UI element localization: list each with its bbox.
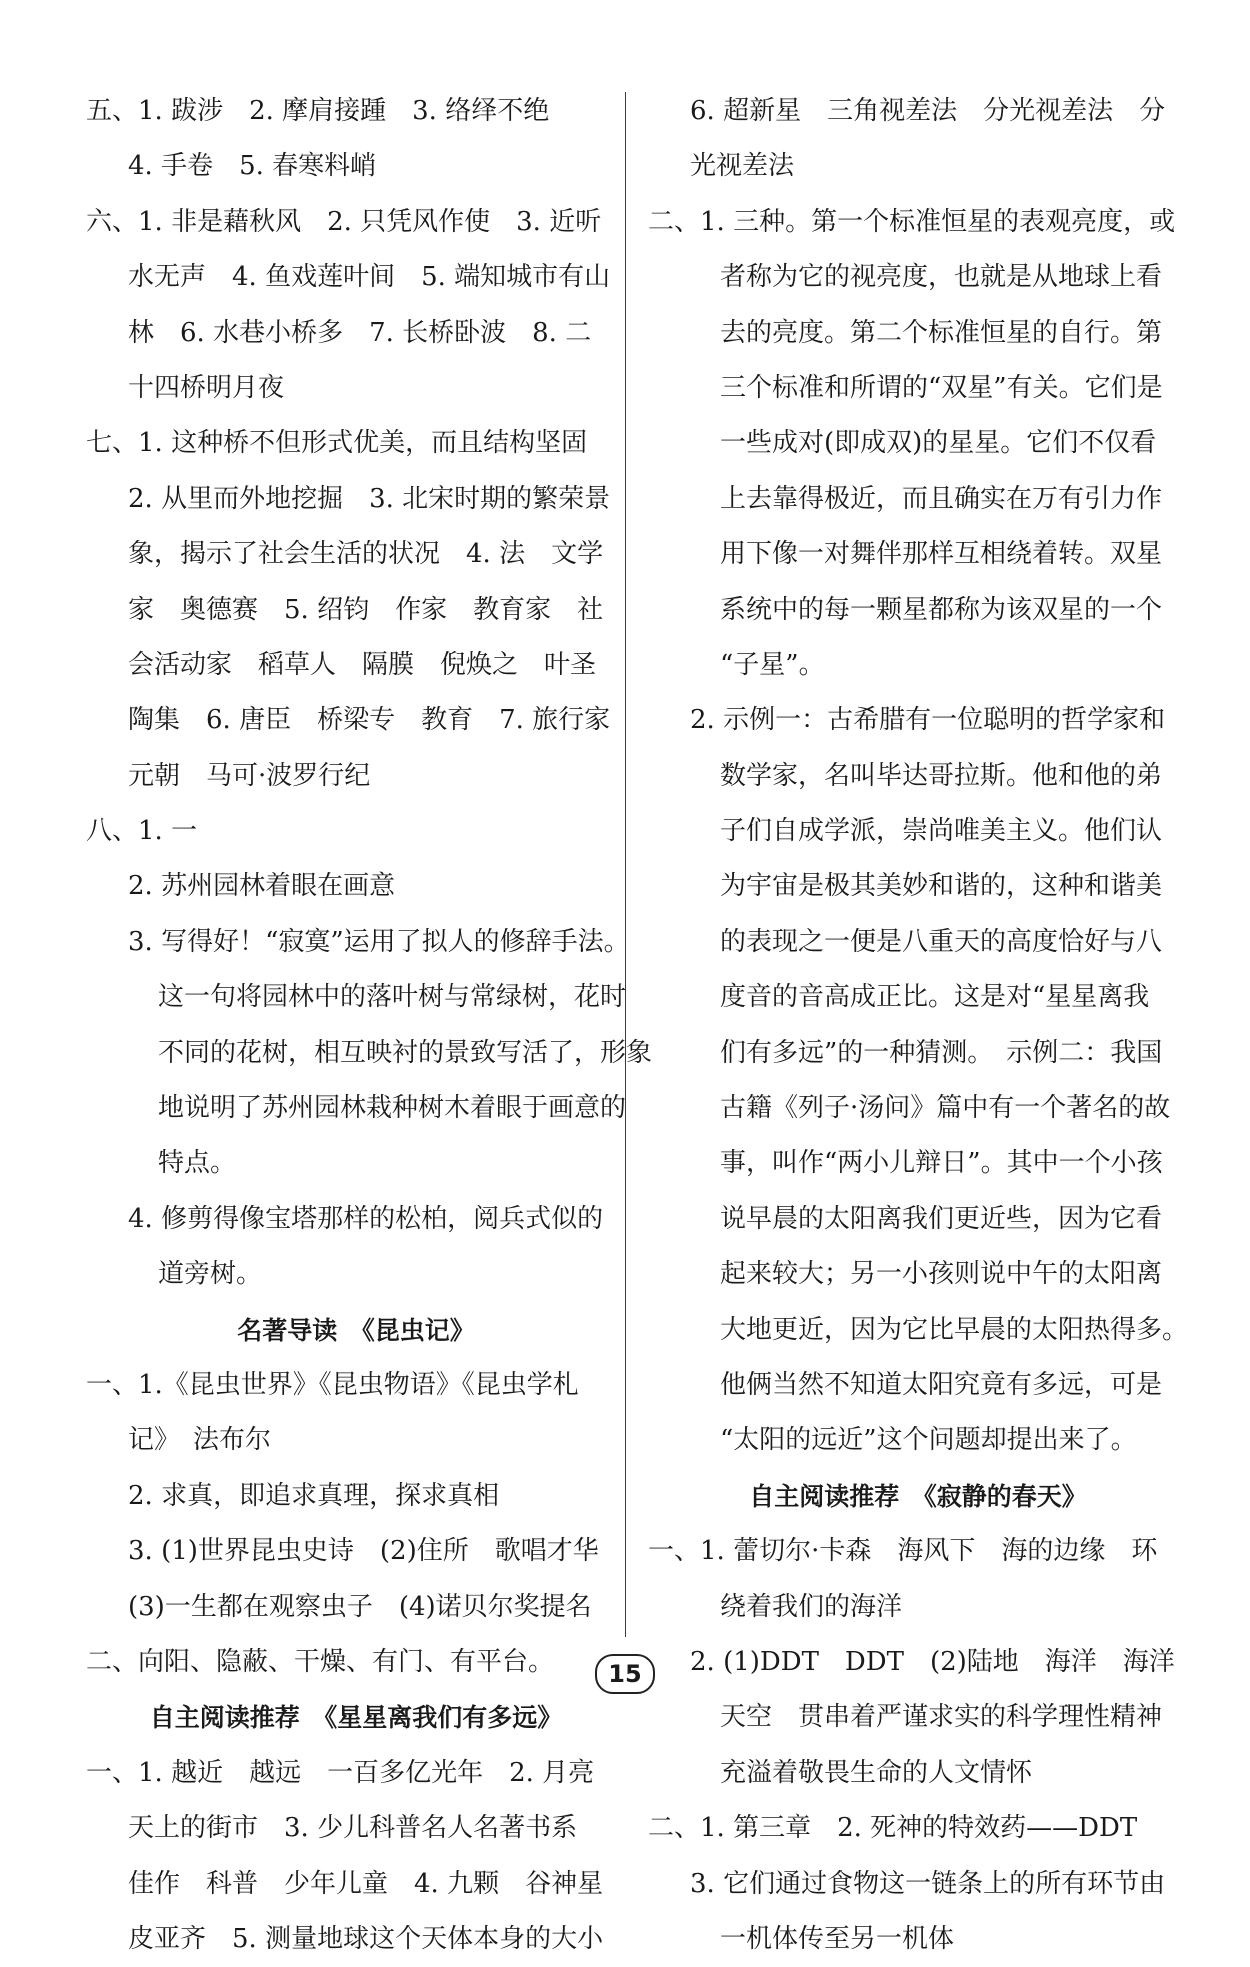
answer-line: 数学家，名叫毕达哥拉斯。他和他的弟 — [720, 760, 1163, 791]
answer-line: 一机体传至另一机体 — [720, 1923, 955, 1954]
answer-line: 三个标准和所谓的“双星”有关。它们是 — [720, 372, 1163, 403]
section-heading: 自主阅读推荐 《寂静的春天》 — [749, 1481, 1087, 1511]
answer-line: 会活动家 稻草人 隔膜 倪焕之 叶圣 — [128, 649, 597, 680]
answer-line: 他俩当然不知道太阳究竟有多远，可是 — [720, 1369, 1163, 1400]
answer-line: 4. 修剪得像宝塔那样的松柏，阅兵式似的 — [128, 1203, 604, 1234]
answer-line: 天空 贯串着严谨求实的科学理性精神 — [720, 1702, 1163, 1733]
answer-line: 2. 示例一：古希腊有一位聪明的哲学家和 — [690, 705, 1166, 736]
answer-line: 地说明了苏州园林栽种树木着眼于画意的 — [158, 1093, 627, 1124]
answer-line: 不同的花树，相互映衬的景致写活了，形象 — [158, 1037, 653, 1068]
answer-line: 天上的街市 3. 少儿科普名人名著书系 — [128, 1813, 578, 1844]
page-number: 15 — [595, 1654, 655, 1694]
answer-line: 一、1.《昆虫世界》《昆虫物语》《昆虫学札 — [86, 1369, 579, 1400]
answer-line: 十四桥明月夜 — [128, 372, 285, 403]
answer-line: 二、向阳、隐蔽、干燥、有门、有平台。 — [86, 1646, 555, 1677]
answer-line: 3. (1)世界昆虫史诗 (2)住所 歌唱才华 — [128, 1536, 599, 1567]
answer-line: 记》 法布尔 — [128, 1425, 272, 1456]
answer-line: 林 6. 水巷小桥多 7. 长桥卧波 8. 二 — [128, 317, 592, 348]
answer-line: 道旁树。 — [158, 1259, 263, 1290]
right-column — [648, 84, 1188, 1967]
answer-line: 一、1. 蕾切尔·卡森 海风下 海的边缘 环 — [648, 1536, 1158, 1567]
answer-line: “子星”。 — [720, 649, 825, 680]
answer-line: “太阳的远近”这个问题却提出来了。 — [720, 1425, 1137, 1456]
answer-line: 皮亚齐 5. 测量地球这个天体本身的大小 — [128, 1923, 604, 1954]
answer-line: 为宇宙是极其美妙和谐的，这种和谐美 — [720, 871, 1163, 902]
section-heading: 名著导读 《昆虫记》 — [237, 1315, 475, 1345]
answer-line: 一些成对(即成双)的星星。它们不仅看 — [720, 428, 1157, 459]
column-divider — [625, 92, 626, 1637]
answer-line: 八、1. 一 — [86, 816, 198, 847]
answer-line: 这一句将园林中的落叶树与常绿树，花时 — [158, 982, 627, 1013]
answer-line: 2. 从里而外地挖掘 3. 北宋时期的繁荣景 — [128, 483, 611, 514]
answer-line: 上去靠得极近，而且确实在万有引力作 — [720, 483, 1163, 514]
answer-line: 六、1. 非是藉秋风 2. 只凭风作使 3. 近听 — [86, 206, 602, 237]
answer-line: 度音的音高成正比。这是对“星星离我 — [720, 982, 1150, 1013]
answer-line: 二、1. 第三章 2. 死神的特效药——DDT — [648, 1813, 1138, 1844]
answer-line: 2. 求真，即追求真理，探求真相 — [128, 1480, 500, 1511]
answer-line: 家 奥德赛 5. 绍钧 作家 教育家 社 — [128, 594, 604, 625]
answer-line: 二、1. 三种。第一个标准恒星的表观亮度，或 — [648, 206, 1176, 237]
answer-line: 充溢着敬畏生命的人文情怀 — [720, 1757, 1033, 1788]
answer-line: 象，揭示了社会生活的状况 4. 法 文学 — [128, 539, 604, 570]
answer-line: 水无声 4. 鱼戏莲叶间 5. 端知城市有山 — [128, 262, 611, 293]
answer-line: 3. 写得好！“寂寞”运用了拟人的修辞手法。 — [128, 926, 630, 957]
answer-line: 五、1. 跋涉 2. 摩肩接踵 3. 络绎不绝 — [86, 96, 550, 126]
answer-line: 们有多远”的一种猜测。 示例二：我国 — [720, 1037, 1163, 1068]
answer-line: 2. (1)DDT DDT (2)陆地 海洋 海洋 — [690, 1646, 1175, 1677]
answer-line: 的表现之一便是八重天的高度恰好与八 — [720, 926, 1163, 957]
answer-line: 特点。 — [158, 1148, 237, 1179]
answer-line: 一、1. 越近 越远 一百多亿光年 2. 月亮 — [86, 1757, 595, 1788]
answer-line: 绕着我们的海洋 — [720, 1591, 903, 1622]
answer-line: 大地更近，因为它比早晨的太阳热得多。 — [720, 1314, 1189, 1345]
answer-line: 七、1. 这种桥不但形式优美，而且结构坚固 — [86, 428, 588, 459]
answer-line: 佳作 科普 少年儿童 4. 九颗 谷神星 — [128, 1868, 604, 1899]
answer-line: 系统中的每一颗星都称为该双星的一个 — [720, 594, 1163, 625]
answer-line: 3. 它们通过食物这一链条上的所有环节由 — [690, 1868, 1166, 1899]
answer-line: 6. 超新星 三角视差法 分光视差法 分 — [690, 96, 1166, 126]
section-heading: 自主阅读推荐 《星星离我们有多远》 — [149, 1703, 563, 1733]
answer-line: (3)一生都在观察虫子 (4)诺贝尔奖提名 — [128, 1591, 592, 1622]
answer-line: 子们自成学派，崇尚唯美主义。他们认 — [720, 816, 1163, 847]
answer-line: 陶集 6. 唐臣 桥梁专 教育 7. 旅行家 — [128, 705, 611, 736]
answer-line: 用下像一对舞伴那样互相绕着转。双星 — [720, 539, 1163, 570]
answer-line: 事，叫作“两小儿辩日”。其中一个小孩 — [720, 1148, 1163, 1179]
left-column — [86, 84, 653, 1967]
answer-line: 4. 手卷 5. 春寒料峭 — [128, 151, 377, 182]
answer-line: 元朝 马可·波罗行纪 — [128, 760, 371, 791]
answer-line: 光视差法 — [690, 151, 795, 182]
answer-line: 去的亮度。第二个标准恒星的自行。第 — [720, 317, 1163, 348]
answer-line: 2. 苏州园林着眼在画意 — [128, 871, 396, 902]
answer-line: 者称为它的视亮度，也就是从地球上看 — [720, 262, 1163, 293]
answer-line: 古籍《列子·汤问》篇中有一个著名的故 — [720, 1093, 1171, 1124]
answer-line: 起来较大；另一小孩则说中午的太阳离 — [720, 1259, 1163, 1290]
answer-line: 说早晨的太阳离我们更近些，因为它看 — [720, 1203, 1163, 1234]
